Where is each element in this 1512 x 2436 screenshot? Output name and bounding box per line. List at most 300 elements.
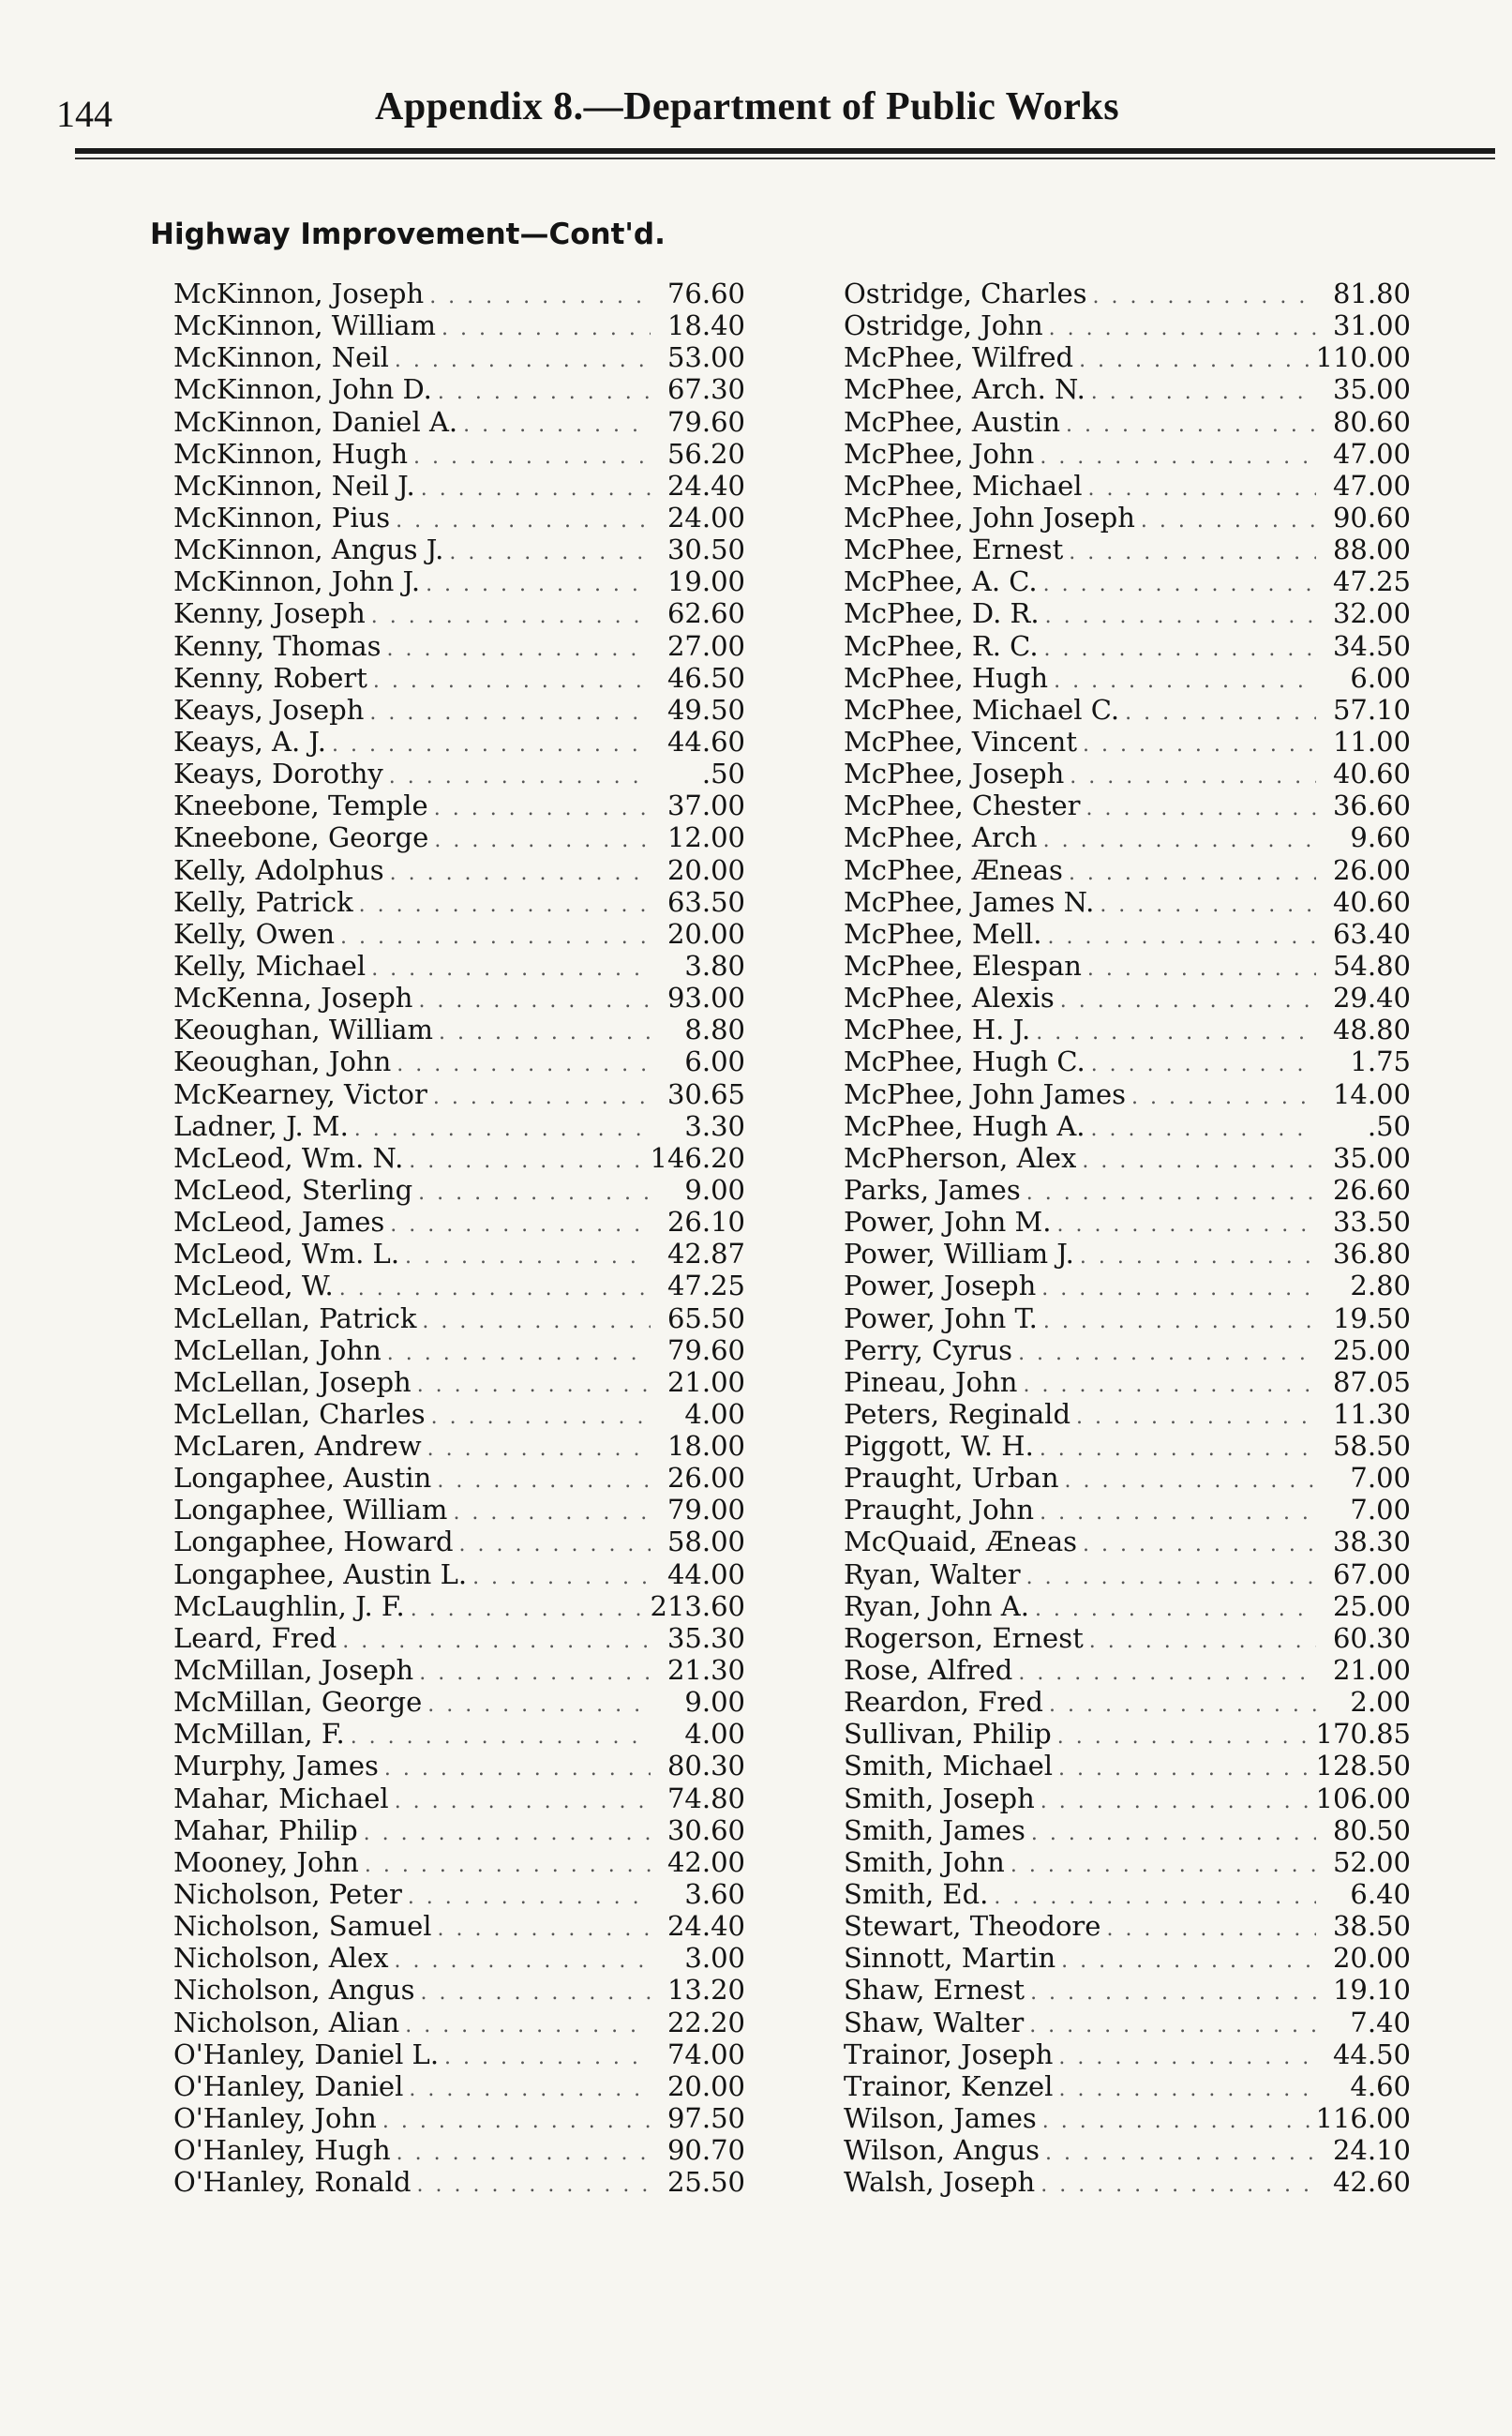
list-item bbox=[173, 982, 745, 1014]
dot-leader bbox=[1040, 442, 1316, 470]
dot-leader bbox=[390, 1210, 651, 1238]
entry-amount: 30.50 bbox=[666, 534, 745, 566]
entry-name: McPhee, Arch. N. bbox=[844, 373, 1085, 406]
dot-leader bbox=[1043, 1306, 1316, 1334]
list-item bbox=[844, 662, 1411, 694]
entry-amount: 35.00 bbox=[1332, 373, 1411, 406]
dot-leader bbox=[373, 666, 651, 694]
entry-name: Leard, Fred bbox=[173, 1621, 337, 1654]
dot-leader bbox=[1088, 474, 1316, 502]
dot-leader bbox=[1069, 537, 1316, 565]
dot-leader bbox=[1010, 1850, 1316, 1878]
entry-amount: 47.25 bbox=[1332, 565, 1411, 598]
dot-leader bbox=[421, 1977, 651, 2006]
dot-leader bbox=[1054, 666, 1316, 694]
entry-amount: 67.30 bbox=[666, 373, 745, 406]
section-title: Highway Improvement—Cont'd. bbox=[150, 218, 666, 251]
entry-name: Kelly, Michael bbox=[173, 949, 367, 982]
entry-amount: 24.40 bbox=[666, 1910, 745, 1943]
dot-leader bbox=[1141, 505, 1316, 534]
dot-leader bbox=[417, 2170, 651, 2198]
list-item bbox=[173, 406, 745, 438]
list-item bbox=[173, 1654, 745, 1686]
list-item bbox=[173, 1878, 745, 1910]
list-item bbox=[173, 1718, 745, 1750]
entry-amount: 110.00 bbox=[1315, 341, 1411, 374]
entry-name: McMillan, F. bbox=[173, 1718, 345, 1751]
entry-name: Kneebone, Temple bbox=[173, 789, 428, 822]
entry-amount: 21.00 bbox=[1332, 1654, 1411, 1687]
list-item bbox=[844, 694, 1411, 726]
list-item bbox=[173, 2038, 745, 2070]
list-item bbox=[844, 1270, 1411, 1301]
entry-name: O'Hanley, Hugh bbox=[173, 2134, 391, 2167]
entry-amount: 128.50 bbox=[1315, 1750, 1411, 1782]
dot-leader bbox=[1031, 1818, 1316, 1846]
entry-name: McPhee, H. J. bbox=[844, 1014, 1031, 1046]
list-item bbox=[173, 470, 745, 502]
entry-name: Kelly, Patrick bbox=[173, 885, 353, 918]
dot-leader bbox=[408, 1882, 651, 1910]
list-item bbox=[173, 278, 745, 309]
entry-name: Power, Joseph bbox=[844, 1270, 1037, 1302]
entry-amount: 49.50 bbox=[666, 693, 745, 726]
dot-leader bbox=[1087, 954, 1316, 982]
dot-leader bbox=[418, 985, 651, 1014]
list-item bbox=[173, 1302, 745, 1334]
entry-name: McKinnon, John J. bbox=[173, 565, 421, 598]
dot-leader bbox=[413, 442, 651, 470]
entry-amount: 1.75 bbox=[1350, 1045, 1411, 1078]
entry-name: Kenny, Robert bbox=[173, 661, 367, 694]
dot-leader bbox=[1040, 2170, 1316, 2198]
list-item bbox=[844, 1686, 1411, 1718]
entry-name: Wilson, James bbox=[844, 2102, 1037, 2135]
entry-name: Longaphee, William bbox=[173, 1494, 448, 1526]
entry-amount: 6.40 bbox=[1350, 1878, 1411, 1911]
dot-leader bbox=[1056, 1210, 1316, 1238]
entry-name: McPhee, D. R. bbox=[844, 597, 1040, 630]
list-item bbox=[173, 1238, 745, 1270]
list-item bbox=[844, 1430, 1411, 1462]
list-item bbox=[844, 470, 1411, 502]
list-item bbox=[844, 341, 1411, 373]
list-item bbox=[844, 1206, 1411, 1238]
dot-leader bbox=[434, 793, 651, 821]
entry-amount: 2.80 bbox=[1350, 1270, 1411, 1302]
list-item bbox=[844, 438, 1411, 470]
dot-leader bbox=[1070, 761, 1316, 789]
entry-amount: 40.60 bbox=[1332, 885, 1411, 918]
entry-amount: 3.30 bbox=[684, 1109, 745, 1142]
dot-leader bbox=[1049, 1690, 1316, 1718]
list-item bbox=[173, 1910, 745, 1942]
dot-leader bbox=[1026, 1178, 1316, 1206]
dot-leader bbox=[1131, 1082, 1316, 1110]
entry-name: McPhee, Æneas bbox=[844, 853, 1063, 886]
entry-name: Kelly, Owen bbox=[173, 917, 336, 950]
list-item bbox=[844, 1174, 1411, 1206]
entry-amount: 76.60 bbox=[666, 278, 745, 309]
entry-name: McLaren, Andrew bbox=[173, 1430, 422, 1463]
dot-leader bbox=[354, 1114, 651, 1142]
list-item bbox=[844, 1078, 1411, 1110]
list-item bbox=[173, 821, 745, 853]
dot-leader bbox=[1061, 1946, 1316, 1974]
entry-amount: 67.00 bbox=[1332, 1557, 1411, 1590]
entry-name: Smith, Joseph bbox=[844, 1782, 1035, 1814]
entry-name: McLeod, Wm. L. bbox=[173, 1238, 400, 1271]
entry-amount: 30.60 bbox=[666, 1813, 745, 1846]
dot-leader bbox=[421, 474, 651, 502]
list-item bbox=[844, 1302, 1411, 1334]
entry-name: Keoughan, William bbox=[173, 1014, 434, 1046]
list-item bbox=[844, 2007, 1411, 2038]
list-item bbox=[173, 726, 745, 758]
dot-leader bbox=[444, 2042, 651, 2070]
entry-amount: 42.00 bbox=[666, 1845, 745, 1878]
entry-name: McMillan, Joseph bbox=[173, 1654, 414, 1687]
entry-amount: 18.40 bbox=[666, 309, 745, 342]
list-item bbox=[173, 1974, 745, 2006]
dot-leader bbox=[1082, 1146, 1316, 1174]
dot-leader bbox=[431, 1402, 651, 1430]
dot-leader bbox=[1083, 1529, 1316, 1557]
entry-amount: 47.00 bbox=[1332, 469, 1411, 502]
entry-amount: 20.00 bbox=[666, 917, 745, 950]
entry-name: McLeod, James bbox=[173, 1206, 385, 1239]
entry-amount: 26.10 bbox=[666, 1206, 745, 1239]
list-item bbox=[173, 854, 745, 886]
entry-name: Peters, Reginald bbox=[844, 1397, 1071, 1430]
entry-name: Power, John M. bbox=[844, 1206, 1052, 1239]
entry-amount: 20.00 bbox=[666, 853, 745, 886]
dot-leader bbox=[1018, 1338, 1316, 1366]
entry-name: Power, John T. bbox=[844, 1301, 1038, 1334]
entry-name: McKearney, Victor bbox=[173, 1077, 427, 1110]
entry-amount: 4.60 bbox=[1350, 2069, 1411, 2102]
entry-amount: 54.80 bbox=[1332, 949, 1411, 982]
dot-leader bbox=[1100, 890, 1316, 918]
entry-amount: 33.50 bbox=[1332, 1206, 1411, 1239]
dot-leader bbox=[1106, 1914, 1316, 1942]
entry-amount: 56.20 bbox=[666, 437, 745, 470]
entry-amount: 20.00 bbox=[1332, 1942, 1411, 1975]
entry-amount: 80.50 bbox=[1332, 1813, 1411, 1846]
entry-name: Ostridge, Charles bbox=[844, 278, 1087, 309]
entry-amount: 63.50 bbox=[666, 885, 745, 918]
list-item bbox=[844, 1110, 1411, 1142]
list-item bbox=[173, 2134, 745, 2166]
entry-amount: 7.40 bbox=[1350, 2006, 1411, 2038]
entry-name: Keays, Joseph bbox=[173, 693, 365, 726]
list-item bbox=[173, 886, 745, 918]
dot-leader bbox=[1023, 1370, 1316, 1398]
dot-leader bbox=[1049, 313, 1316, 341]
entry-name: Nicholson, Alex bbox=[173, 1942, 389, 1975]
dot-leader bbox=[1065, 1466, 1316, 1494]
entry-amount: 26.60 bbox=[1332, 1173, 1411, 1206]
entry-name: O'Hanley, Daniel bbox=[173, 2069, 404, 2102]
dot-leader bbox=[1048, 922, 1316, 950]
entry-amount: 79.60 bbox=[666, 1333, 745, 1366]
entry-name: Walsh, Joseph bbox=[844, 2166, 1036, 2199]
entry-amount: 80.60 bbox=[1332, 405, 1411, 438]
entry-amount: 35.00 bbox=[1332, 1141, 1411, 1174]
entry-name: McPhee, Ernest bbox=[844, 534, 1064, 566]
list-item bbox=[844, 726, 1411, 758]
entry-amount: 81.80 bbox=[1332, 278, 1411, 309]
entry-name: Rose, Alfred bbox=[844, 1654, 1013, 1687]
dot-leader bbox=[427, 1690, 651, 1718]
dot-leader bbox=[434, 825, 651, 853]
list-item bbox=[173, 1942, 745, 1974]
list-item bbox=[173, 950, 745, 982]
entry-amount: 25.50 bbox=[666, 2166, 745, 2199]
list-item bbox=[844, 789, 1411, 821]
entry-name: McPhee, Vincent bbox=[844, 725, 1078, 758]
entry-name: Nicholson, Samuel bbox=[173, 1910, 432, 1943]
list-item bbox=[844, 758, 1411, 789]
page-title: Appendix 8.—Department of Public Works bbox=[375, 85, 1120, 128]
entry-name: Longaphee, Austin L. bbox=[173, 1557, 468, 1590]
dot-leader bbox=[1058, 2042, 1316, 2070]
entry-name: McKinnon, Joseph bbox=[173, 278, 425, 309]
entry-name: McLellan, Joseph bbox=[173, 1365, 412, 1398]
entry-name: McPhee, Elespan bbox=[844, 949, 1082, 982]
entry-name: Rogerson, Ernest bbox=[844, 1621, 1084, 1654]
entry-amount: 79.60 bbox=[666, 405, 745, 438]
entry-name: McPherson, Alex bbox=[844, 1141, 1077, 1174]
list-item bbox=[844, 278, 1411, 309]
list-item bbox=[844, 982, 1411, 1014]
entry-name: McLeod, Wm. N. bbox=[173, 1141, 404, 1174]
entry-name: Mahar, Philip bbox=[173, 1813, 358, 1846]
list-item bbox=[844, 854, 1411, 886]
entry-name: McKinnon, Daniel A. bbox=[173, 405, 458, 438]
entry-name: McKinnon, William bbox=[173, 309, 436, 342]
dot-leader bbox=[405, 1241, 651, 1270]
dot-leader bbox=[395, 345, 651, 373]
list-item bbox=[173, 1398, 745, 1430]
list-item bbox=[844, 1878, 1411, 1910]
entry-name: McKinnon, Neil bbox=[173, 341, 389, 374]
list-item bbox=[844, 950, 1411, 982]
list-item bbox=[173, 565, 745, 597]
entry-name: O'Hanley, Ronald bbox=[173, 2166, 412, 2199]
list-item bbox=[173, 1782, 745, 1814]
dot-leader bbox=[419, 1658, 651, 1686]
list-item bbox=[173, 1110, 745, 1142]
entry-name: Ryan, John A. bbox=[844, 1589, 1029, 1622]
page-header bbox=[56, 84, 1495, 141]
list-item bbox=[844, 918, 1411, 950]
entry-name: Mooney, John bbox=[173, 1845, 359, 1878]
list-item bbox=[173, 309, 745, 341]
list-item bbox=[844, 373, 1411, 405]
entry-name: McPhee, James N. bbox=[844, 885, 1095, 918]
entry-name: Longaphee, Austin bbox=[173, 1462, 432, 1495]
entry-name: McPhee, Michael C. bbox=[844, 693, 1120, 726]
list-item bbox=[173, 630, 745, 662]
dot-leader bbox=[364, 1818, 651, 1846]
entry-amount: 24.40 bbox=[666, 469, 745, 502]
list-item bbox=[844, 1782, 1411, 1814]
dot-leader bbox=[387, 634, 651, 662]
entry-name: Praught, Urban bbox=[844, 1462, 1059, 1495]
list-item bbox=[844, 821, 1411, 853]
entry-amount: 88.00 bbox=[1332, 534, 1411, 566]
dot-leader bbox=[390, 858, 651, 886]
entry-name: McPhee, Alexis bbox=[844, 982, 1055, 1015]
entry-amount: 3.80 bbox=[684, 949, 745, 982]
dot-leader bbox=[1026, 1562, 1316, 1590]
entry-name: McLeod, Sterling bbox=[173, 1173, 413, 1206]
entry-amount: 42.87 bbox=[666, 1238, 745, 1271]
entry-amount: 62.60 bbox=[666, 597, 745, 630]
dot-leader bbox=[472, 1562, 651, 1590]
entry-amount: 4.00 bbox=[684, 1718, 745, 1751]
entry-amount: 106.00 bbox=[1315, 1782, 1411, 1814]
entry-amount: .50 bbox=[1367, 1109, 1411, 1142]
dot-leader bbox=[429, 281, 651, 309]
list-item bbox=[844, 534, 1411, 565]
dot-leader bbox=[409, 2074, 651, 2102]
dot-leader bbox=[1085, 793, 1316, 821]
entry-amount: 4.00 bbox=[684, 1397, 745, 1430]
list-item bbox=[844, 565, 1411, 597]
entry-amount: 11.00 bbox=[1332, 725, 1411, 758]
list-item bbox=[173, 694, 745, 726]
entry-name: McLellan, Charles bbox=[173, 1397, 426, 1430]
entry-name: McPhee, Mell. bbox=[844, 917, 1042, 950]
dot-leader bbox=[389, 761, 651, 789]
entry-name: Ryan, Walter bbox=[844, 1557, 1021, 1590]
entry-amount: 9.60 bbox=[1350, 821, 1411, 854]
list-item bbox=[844, 1974, 1411, 2006]
entry-amount: 44.60 bbox=[666, 725, 745, 758]
dot-leader bbox=[438, 1914, 651, 1942]
dot-leader bbox=[397, 1049, 651, 1077]
entry-name: McPhee, A. C. bbox=[844, 565, 1038, 598]
entry-name: Nicholson, Alian bbox=[173, 2006, 400, 2038]
entry-name: O'Hanley, John bbox=[173, 2102, 377, 2135]
entry-amount: 19.50 bbox=[1332, 1301, 1411, 1334]
list-item bbox=[844, 2038, 1411, 2070]
list-item bbox=[173, 1846, 745, 1878]
entry-amount: 27.00 bbox=[666, 629, 745, 662]
entry-amount: 74.80 bbox=[666, 1782, 745, 1814]
list-item bbox=[173, 2007, 745, 2038]
list-item bbox=[844, 1398, 1411, 1430]
entry-amount: 3.00 bbox=[684, 1942, 745, 1975]
entry-name: McPhee, Joseph bbox=[844, 758, 1065, 790]
dot-leader bbox=[1091, 1049, 1316, 1077]
list-item bbox=[173, 502, 745, 534]
dot-leader bbox=[1040, 1434, 1316, 1462]
entry-amount: 19.00 bbox=[666, 565, 745, 598]
list-item bbox=[173, 1494, 745, 1526]
entry-name: McKinnon, John D. bbox=[173, 373, 432, 406]
list-item bbox=[844, 309, 1411, 341]
dot-leader bbox=[1083, 729, 1316, 758]
right-column bbox=[844, 278, 1411, 2198]
entry-name: Ladner, J. M. bbox=[173, 1109, 349, 1142]
entry-amount: 25.00 bbox=[1332, 1589, 1411, 1622]
dot-leader bbox=[1080, 1241, 1316, 1270]
entry-amount: 37.00 bbox=[666, 789, 745, 822]
entry-amount: 7.00 bbox=[1350, 1462, 1411, 1495]
list-item bbox=[844, 1910, 1411, 1942]
entry-name: Trainor, Joseph bbox=[844, 2038, 1054, 2070]
entry-name: Piggott, W. H. bbox=[844, 1430, 1034, 1463]
dot-leader bbox=[1069, 858, 1316, 886]
entry-amount: 90.70 bbox=[666, 2134, 745, 2167]
dot-leader bbox=[1040, 1497, 1316, 1526]
entry-amount: 65.50 bbox=[666, 1301, 745, 1334]
entry-name: McPhee, Wilfred bbox=[844, 341, 1074, 374]
entry-amount: 34.50 bbox=[1332, 629, 1411, 662]
dot-leader bbox=[1045, 601, 1316, 629]
dot-leader bbox=[1125, 698, 1316, 726]
list-item bbox=[173, 1430, 745, 1462]
dot-leader bbox=[397, 2138, 651, 2166]
dot-leader bbox=[1043, 569, 1316, 597]
list-item bbox=[844, 2166, 1411, 2198]
list-item bbox=[844, 1942, 1411, 1974]
list-item bbox=[173, 1590, 745, 1622]
dot-leader bbox=[1076, 1402, 1316, 1430]
entry-name: McLeod, W. bbox=[173, 1270, 334, 1302]
dot-leader bbox=[1030, 1977, 1316, 2006]
entry-name: Kenny, Thomas bbox=[173, 629, 382, 662]
dot-leader bbox=[1045, 2138, 1316, 2166]
list-item bbox=[844, 597, 1411, 629]
entry-amount: 9.00 bbox=[684, 1173, 745, 1206]
entry-name: McPhee, Michael bbox=[844, 469, 1083, 502]
dot-leader bbox=[994, 1882, 1316, 1910]
list-item bbox=[844, 1526, 1411, 1557]
entry-amount: 30.65 bbox=[666, 1077, 745, 1110]
entry-amount: 79.00 bbox=[666, 1494, 745, 1526]
list-item bbox=[173, 1014, 745, 1045]
dot-leader bbox=[1042, 2106, 1310, 2134]
dot-leader bbox=[1058, 2074, 1316, 2102]
entry-amount: 93.00 bbox=[666, 982, 745, 1015]
dot-leader bbox=[384, 1753, 651, 1782]
entry-name: McLellan, Patrick bbox=[173, 1301, 417, 1334]
dot-leader bbox=[442, 313, 651, 341]
dot-leader bbox=[395, 1786, 651, 1814]
entry-amount: 11.30 bbox=[1332, 1397, 1411, 1430]
dot-leader bbox=[365, 1850, 651, 1878]
entry-amount: 38.50 bbox=[1332, 1910, 1411, 1943]
dot-leader bbox=[371, 601, 651, 629]
entry-name: Mahar, Michael bbox=[173, 1782, 389, 1814]
dot-leader bbox=[438, 377, 651, 405]
list-item bbox=[173, 341, 745, 373]
entry-name: McPhee, John Joseph bbox=[844, 501, 1135, 534]
entry-amount: 22.20 bbox=[666, 2006, 745, 2038]
entry-amount: 52.00 bbox=[1332, 1845, 1411, 1878]
list-item bbox=[844, 1238, 1411, 1270]
dot-leader bbox=[463, 410, 651, 438]
dot-leader bbox=[417, 1370, 651, 1398]
list-item bbox=[844, 1846, 1411, 1878]
list-item bbox=[844, 886, 1411, 918]
entry-amount: 19.10 bbox=[1332, 1974, 1411, 2007]
list-item bbox=[844, 2102, 1411, 2134]
